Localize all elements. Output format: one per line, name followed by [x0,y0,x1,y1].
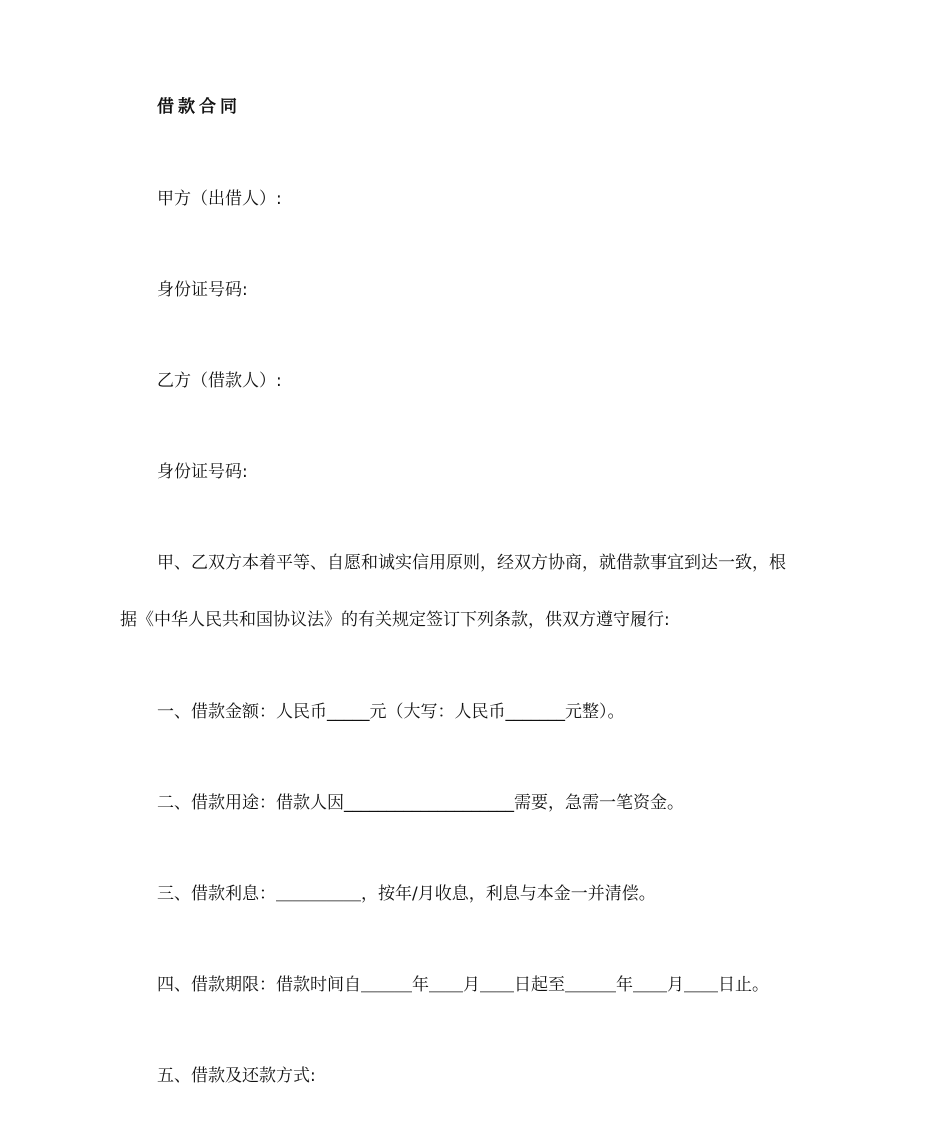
document-title: 借款合同 [157,97,241,117]
clause-loan-interest: 三、借款利息：＿＿＿＿＿，按年/月收息，利息与本金一并清偿。 [157,884,656,904]
party-b-label: 乙方（借款人）: [157,371,282,391]
party-a-label: 甲方（出借人）: [157,189,282,209]
preamble-line-1: 甲、乙双方本着平等、自愿和诚实信用原则，经双方协商，就借款事宜到达一致，根 [157,553,786,573]
party-a-id-label: 身份证号码: [157,280,248,300]
party-b-id-label: 身份证号码: [157,462,248,482]
clause-loan-purpose: 二、借款用途：借款人因____________________需要，急需一笔资金。 [157,793,684,813]
clause-repayment-method: 五、借款及还款方式: [157,1066,316,1086]
clause-loan-term: 四、借款期限：借款时间自＿＿＿年＿＿月＿＿日起至＿＿＿年＿＿月＿＿日止。 [157,975,769,995]
clause-loan-amount: 一、借款金额：人民币_____元（大写：人民币_______元整）。 [157,702,625,722]
preamble-line-2: 据《中华人民共和国协议法》的有关规定签订下列条款，供双方遵守履行: [120,610,670,630]
